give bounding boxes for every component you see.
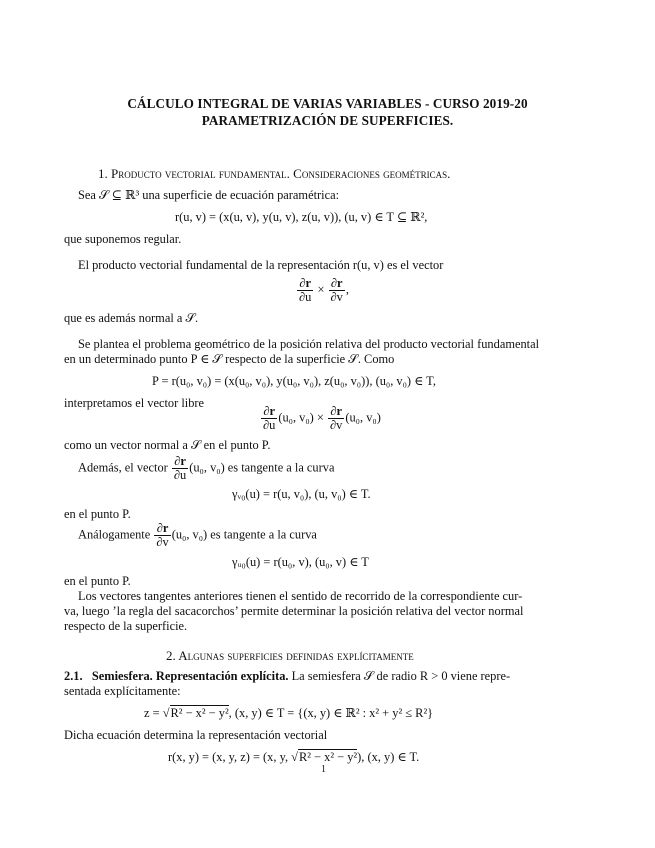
dicha-text: Dicha ecuación determina la representación vectorial (64, 728, 328, 742)
fraction-dr-du: $\frac{\partial r}{\partial u}$ (299, 276, 312, 305)
normal-text: que es además normal a 𝒮. (64, 311, 199, 325)
fraction-dr-dv: $\frac{\partial r}{\partial v}$ (330, 404, 343, 433)
sqrt-radicand: R² − x² − y² (298, 750, 358, 764)
fraction-dr-du: $\frac{\partial r}{\partial u}$ (173, 454, 187, 483)
sqrt-radicand: R² − x² − y² (170, 706, 229, 720)
equation-r-vector: r(x, y) = (x, y, z) = (x, y, √R² − x² − y²), (x, y) ∈ T. (168, 750, 420, 764)
closing-line2: va, luego ’la regla del sacacorchos’ permite determinar la posición relativa del vector normal (64, 604, 524, 618)
fraction-dr-dv: $\frac{\partial r}{\partial v}$ (156, 521, 169, 550)
equation-z-explicit: z = √R² − x² − y², (x, y) ∈ T = {(x, y) ∈ ℝ² : x² + y² ≤ R²} (144, 706, 434, 720)
normal-vector-text: como un vector normal a 𝒮 en el punto P. (64, 438, 271, 452)
subsection-title: Semiesfera. Representación explícita. (91, 669, 289, 683)
equation-gamma-u0: γᵤ₀(u) = r(u₀, v), (u₀, v) ∈ T (232, 555, 369, 569)
equation-parametric: r(u, v) = (x(u, v), y(u, v), z(u, v)), (u, v) ∈ T ⊆ ℝ², (175, 210, 428, 224)
document-title-line1: CÁLCULO INTEGRAL DE VARIAS VARIABLES - CURSO 2019-20 (127, 96, 528, 111)
closing-line3: respecto de la superficie. (64, 619, 188, 633)
section1-intro: Sea 𝒮 ⊆ ℝ³ una superficie de ecuación paramétrica: (78, 188, 340, 202)
equation-point-P: P = r(u₀, v₀) = (x(u₀, v₀), y(u₀, v₀), z(u₀, v₀)), (u₀, v₀) ∈ T, (152, 374, 436, 388)
interpret-text: interpretamos el vector libre (64, 396, 205, 410)
problem-line2: en un determinado punto P ∈ 𝒮 respecto de la superficie 𝒮. Como (64, 352, 395, 366)
page-number: 1 (321, 764, 326, 775)
subsection-2-1-line1: 2.1. Semiesfera. Representación explícita. La semiesfera 𝒮 de radio R > 0 viene repre- (64, 669, 511, 683)
equation-free-vector: $\frac{\partial r}{\partial u}$ (u₀, v₀) × $\frac{\partial r}{\partial v}$ (u₀, v₀) (263, 404, 381, 433)
section2-heading: 2. Algunas superficies definidas explícitamente (166, 648, 414, 663)
fraction-dr-du: $\frac{\partial r}{\partial u}$ (263, 404, 276, 433)
equation-gamma-v0: γᵥ₀(u) = r(u, v₀), (u, v₀) ∈ T. (232, 487, 371, 501)
en-el-punto-2: en el punto P. (64, 574, 131, 588)
section1-regular-text: que suponemos regular. (64, 232, 182, 246)
subsection-2-1-line2: sentada explícitamente: (64, 684, 181, 698)
ademas-line: Además, el vector $\frac{\partial r}{\partial u}$ (u₀, v₀) es tangente a la curva (78, 454, 335, 483)
problem-line1: Se plantea el problema geométrico de la posición relativa del producto vectorial fundamental (78, 337, 540, 351)
en-el-punto-1: en el punto P. (64, 507, 131, 521)
pvf-text: El producto vectorial fundamental de la representación r(u, v) es el vector (78, 258, 444, 272)
closing-line1: Los vectores tangentes anteriores tienen el sentido de recorrido de la correspondiente cur- (78, 589, 523, 603)
equation-pvf: $\frac{\partial r}{\partial u}$ × $\frac{\partial r}{\partial v}$ , (299, 276, 349, 305)
fraction-dr-dv: $\frac{\partial r}{\partial v}$ (330, 276, 343, 305)
analogamente-line: Análogamente $\frac{\partial r}{\partial v}$ (u₀, v₀) es tangente a la curva (78, 521, 317, 550)
section1-heading: 1. Producto vectorial fundamental. Consideraciones geométricas. (98, 166, 451, 181)
document-title-line2: PARAMETRIZACIÓN DE SUPERFICIES. (201, 113, 454, 128)
